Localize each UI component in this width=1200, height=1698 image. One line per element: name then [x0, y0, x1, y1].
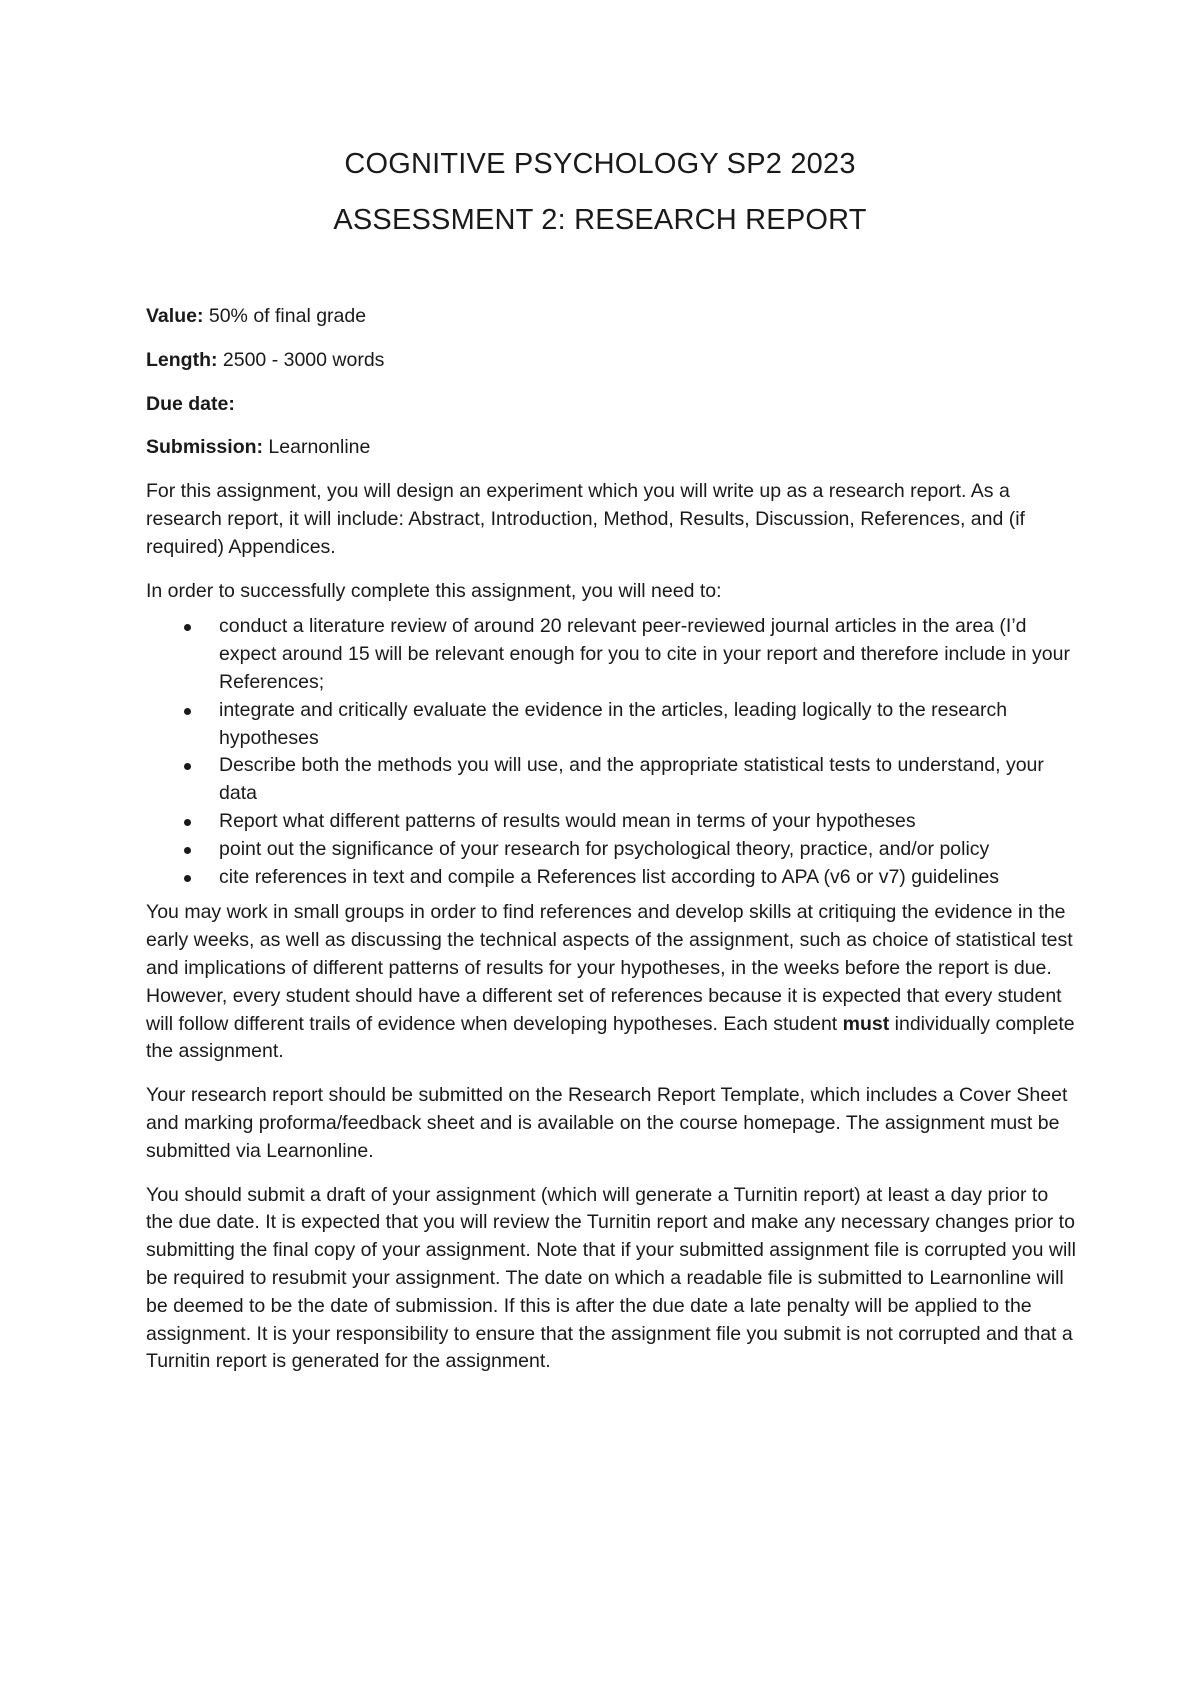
length-line: [146, 347, 1076, 375]
group-work-paragraph: [146, 899, 1076, 1066]
list-item: [146, 613, 1076, 696]
list-item: [146, 864, 1076, 892]
value-text: 50% of final grade: [203, 305, 367, 327]
list-item: [146, 697, 1076, 753]
submission-label: Submission:: [146, 436, 264, 459]
must-emphasis: must: [842, 1012, 890, 1035]
document-title: COGNITIVE PSYCHOLOGY SP2 2023: [344, 148, 856, 180]
list-item: [146, 752, 1076, 808]
list-item: [146, 808, 1076, 836]
list-item-text: conduct a literature review of around 20 relevant peer-reviewed journal articles in the area (I’d expect around 15 will be relevant enough for you to cite in your report and therefore include in your References;: [219, 615, 1070, 693]
submission-line: [146, 434, 1076, 462]
intro-paragraph: For this assignment, you will design an experiment which you will write up as a research report. As a research report, it will include: Abstract, Introduction, Method, Results, Discussion, References, and (if required) Appendices.: [146, 480, 1025, 558]
document-body: [146, 303, 1076, 1392]
list-item-text: Report what different patterns of results would mean in terms of your hypotheses: [219, 809, 916, 832]
due-date-label: Due date:: [146, 392, 235, 415]
list-item-text: Describe both the methods you will use, and the appropriate statistical tests to understand, your data: [219, 754, 1044, 805]
length-text: 2500 - 3000 words: [217, 348, 385, 371]
requirements-list: [146, 613, 1076, 891]
bullet-icon: [184, 624, 191, 631]
document-subtitle: ASSESSMENT 2: RESEARCH REPORT: [333, 204, 867, 236]
template-paragraph: Your research report should be submitted on the Research Report Template, which includes a Cover Sheet and marking proforma/feedback sheet and is available on the course homepage. The assignment must be submitted via Learnonline.: [146, 1084, 1068, 1162]
requirements-lead: In order to successfully complete this assignment, you will need to:: [146, 579, 722, 602]
bullet-icon: [184, 819, 191, 826]
bullet-icon: [184, 708, 191, 715]
bullet-icon: [184, 763, 191, 770]
group-work-text-2: individually complete the assignment.: [146, 1012, 1075, 1063]
draft-submission-paragraph: You should submit a draft of your assignment (which will generate a Turnitin report) at least a day prior to the due date. It is expected that you will review the Turnitin report and make any necessary changes prior to submitting the final copy of your assignment. Note that if your submitted assignment file is corrupted you will be required to resubmit your assignment. The date on which a readable file is submitted to Learnonline will be deemed to be the date of submission. If this is after the due date a late penalty will be applied to the assignment. It is your responsibility to ensure that the assignment file you submit is not corrupted and that a Turnitin report is generated for the assignment.: [146, 1183, 1076, 1373]
list-item-text: cite references in text and compile a References list according to APA (v6 or v7) guidelines: [219, 865, 1000, 888]
group-work-text-1: You may work in small groups in order to find references and develop skills at critiquing the evidence in the early weeks, as well as discussing the technical aspects of the assignment, such as choice of statistical test and implications of different patterns of results for your hypotheses, in the weeks before the report is due. However, every student should have a different set of references because it is expected that every student will follow different trails of evidence when developing hypotheses. Each student: [146, 901, 1073, 1035]
value-line: [146, 303, 1076, 331]
bullet-icon: [184, 875, 191, 882]
bullet-icon: [184, 847, 191, 854]
value-label: Value:: [146, 305, 204, 327]
submission-text: Learnonline: [263, 436, 371, 459]
length-label: Length:: [146, 348, 218, 371]
list-item-text: point out the significance of your research for psychological theory, practice, and/or policy: [219, 837, 990, 860]
due-date-line: [146, 391, 1076, 419]
list-item: [146, 836, 1076, 864]
list-item-text: integrate and critically evaluate the evidence in the articles, leading logically to the research hypotheses: [219, 698, 1008, 749]
